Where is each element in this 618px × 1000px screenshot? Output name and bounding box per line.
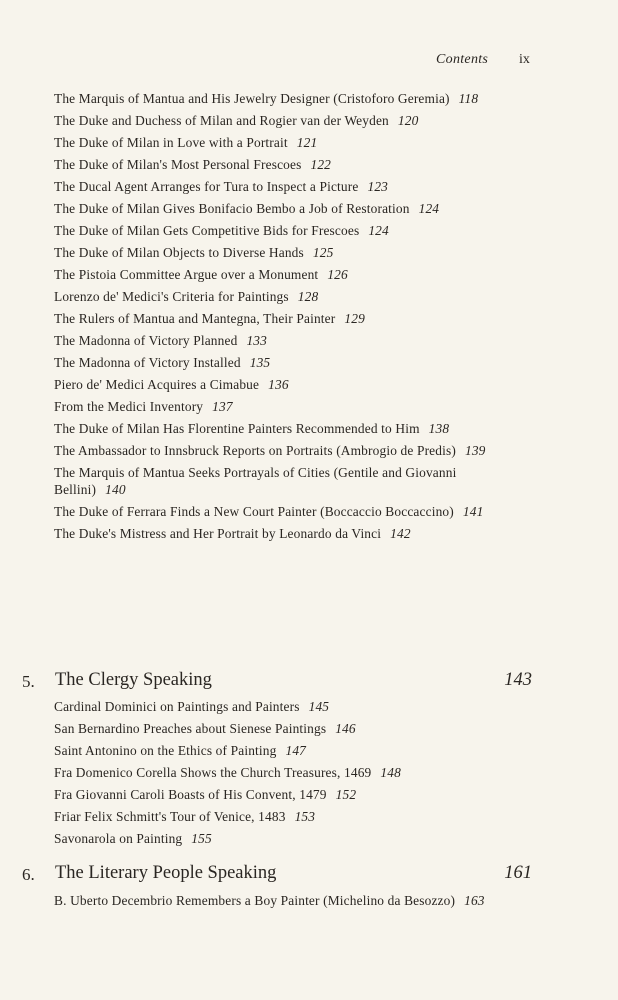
toc-entry-page: 135 (249, 355, 271, 370)
toc-entry-title: The Rulers of Mantua and Mantegna, Their Painter (54, 311, 336, 326)
toc-entry-title: Friar Felix Schmitt's Tour of Venice, 1483 (54, 809, 286, 824)
section-heading-5 (22, 670, 532, 694)
page-number: ix (519, 52, 530, 67)
toc-entry-page: 152 (335, 787, 357, 802)
toc-entry-title: The Pistoia Committee Argue over a Monument (54, 267, 319, 282)
toc-entry-page: 124 (418, 201, 440, 216)
toc-entry-page: 118 (458, 91, 479, 106)
toc-entry-title: The Duke of Milan Gets Competitive Bids for Frescoes (54, 223, 360, 238)
toc-entry-title: Fra Domenico Corella Shows the Church Treasures, 1469 (54, 765, 372, 780)
toc-entry-title: The Marquis of Mantua Seeks Portrayals of Cities (Gentile and Giovanni Bellini) (54, 465, 457, 497)
toc-entry (54, 135, 494, 152)
toc-entry-title: B. Uberto Decembrio Remembers a Boy Painter (Michelino da Besozzo) (54, 893, 456, 908)
toc-entry-title: The Duke of Milan Has Florentine Painters Recommended to Him (54, 421, 420, 436)
toc-entry-title: From the Medici Inventory (54, 399, 204, 414)
toc-entry-title: The Duke of Milan Gives Bonifacio Bembo a Job of Restoration (54, 201, 410, 216)
toc-entry-title: The Ambassador to Innsbruck Reports on Portraits (Ambrogio de Predis) (54, 443, 456, 458)
toc-entry (54, 465, 494, 498)
toc-entry-page: 120 (397, 113, 419, 128)
contents-list-section-5 (54, 699, 554, 853)
toc-entry-title: San Bernardino Preaches about Sienese Paintings (54, 721, 327, 736)
toc-entry (54, 201, 494, 218)
toc-entry-page: 138 (428, 421, 450, 436)
toc-entry (54, 289, 494, 306)
toc-entry-title: Fra Giovanni Caroli Boasts of His Convent, 1479 (54, 787, 327, 802)
toc-entry (54, 504, 494, 521)
toc-entry-page: 121 (296, 135, 318, 150)
toc-entry (54, 399, 494, 416)
contents-list (54, 91, 554, 548)
toc-entry (54, 893, 494, 910)
toc-entry-page: 148 (380, 765, 401, 780)
toc-entry-page: 141 (462, 503, 484, 519)
toc-entry-title: The Duke of Milan's Most Personal Frescoes (54, 157, 302, 172)
toc-entry (54, 443, 494, 460)
toc-entry-title: Cardinal Dominici on Paintings and Painters (54, 699, 300, 714)
toc-entry-page: 125 (312, 245, 334, 260)
toc-entry (54, 787, 494, 804)
toc-entry (54, 179, 524, 196)
toc-entry-title: Savonarola on Painting (54, 831, 183, 846)
toc-entry-page: 122 (310, 157, 332, 172)
section-number: 6. (22, 865, 35, 884)
toc-entry (54, 421, 494, 438)
section-title: The Clergy Speaking (55, 670, 212, 690)
toc-entry-page: 129 (344, 311, 365, 326)
toc-entry (54, 267, 494, 284)
toc-entry-page: 142 (390, 525, 411, 541)
toc-entry-title: Saint Antonino on the Ethics of Painting (54, 743, 277, 758)
toc-entry (54, 743, 494, 760)
toc-entry-page: 146 (335, 721, 356, 736)
toc-entry (54, 721, 494, 738)
toc-entry-page: 163 (464, 893, 485, 908)
section-page: 161 (504, 863, 532, 883)
toc-entry-title: The Duke of Milan Objects to Diverse Hands (54, 245, 304, 260)
toc-entry-page: 136 (268, 377, 289, 392)
toc-entry (54, 355, 494, 372)
toc-entry-title: The Duke's Mistress and Her Portrait by Leonardo da Vinci (54, 525, 382, 541)
toc-entry-page: 133 (246, 333, 267, 348)
section-number: 5. (22, 672, 35, 691)
toc-entry-page: 145 (308, 699, 330, 714)
toc-entry-page: 147 (285, 743, 307, 758)
toc-entry-title: Lorenzo de' Medici's Criteria for Paintings (54, 289, 289, 304)
toc-entry-page: 153 (294, 809, 316, 824)
toc-entry-title: The Duke of Ferrara Finds a New Court Painter (Boccaccio Boccaccino) (54, 503, 454, 519)
toc-entry-page: 140 (105, 481, 126, 497)
toc-entry-title: The Ducal Agent Arranges for Tura to Inspect a Picture (54, 179, 359, 194)
toc-entry (54, 699, 494, 716)
toc-entry-title: The Madonna of Victory Planned (54, 333, 238, 348)
section-heading-6 (22, 863, 532, 887)
toc-entry (54, 91, 494, 108)
toc-entry (54, 223, 524, 240)
toc-entry (54, 311, 494, 328)
toc-entry (54, 245, 494, 262)
toc-entry-title: The Marquis of Mantua and His Jewelry Designer (Cristoforo Geremia) (54, 91, 450, 106)
section-title: The Literary People Speaking (55, 863, 277, 883)
toc-entry-page: 124 (368, 223, 389, 238)
toc-entry (54, 377, 494, 394)
toc-entry (54, 113, 494, 130)
toc-entry-title: The Duke and Duchess of Milan and Rogier van der Weyden (54, 113, 389, 128)
contents-list-section-6 (54, 893, 554, 915)
toc-entry-page: 123 (367, 179, 389, 194)
toc-entry-title: Piero de' Medici Acquires a Cimabue (54, 377, 260, 392)
toc-entry-title: The Madonna of Victory Installed (54, 355, 241, 370)
toc-entry-page: 155 (191, 831, 212, 846)
toc-entry (54, 831, 494, 848)
toc-entry-page: 128 (297, 289, 319, 304)
toc-entry-title: The Duke of Milan in Love with a Portrait (54, 135, 288, 150)
toc-entry (54, 765, 524, 782)
toc-entry (54, 526, 494, 543)
toc-entry (54, 157, 494, 174)
section-page: 143 (504, 670, 532, 690)
toc-entry-page: 139 (464, 443, 486, 458)
toc-entry-page: 137 (212, 399, 233, 414)
running-header (0, 52, 618, 72)
toc-entry-page: 126 (327, 267, 348, 282)
running-header-title: Contents (436, 52, 489, 67)
toc-entry (54, 809, 494, 826)
toc-entry (54, 333, 494, 350)
